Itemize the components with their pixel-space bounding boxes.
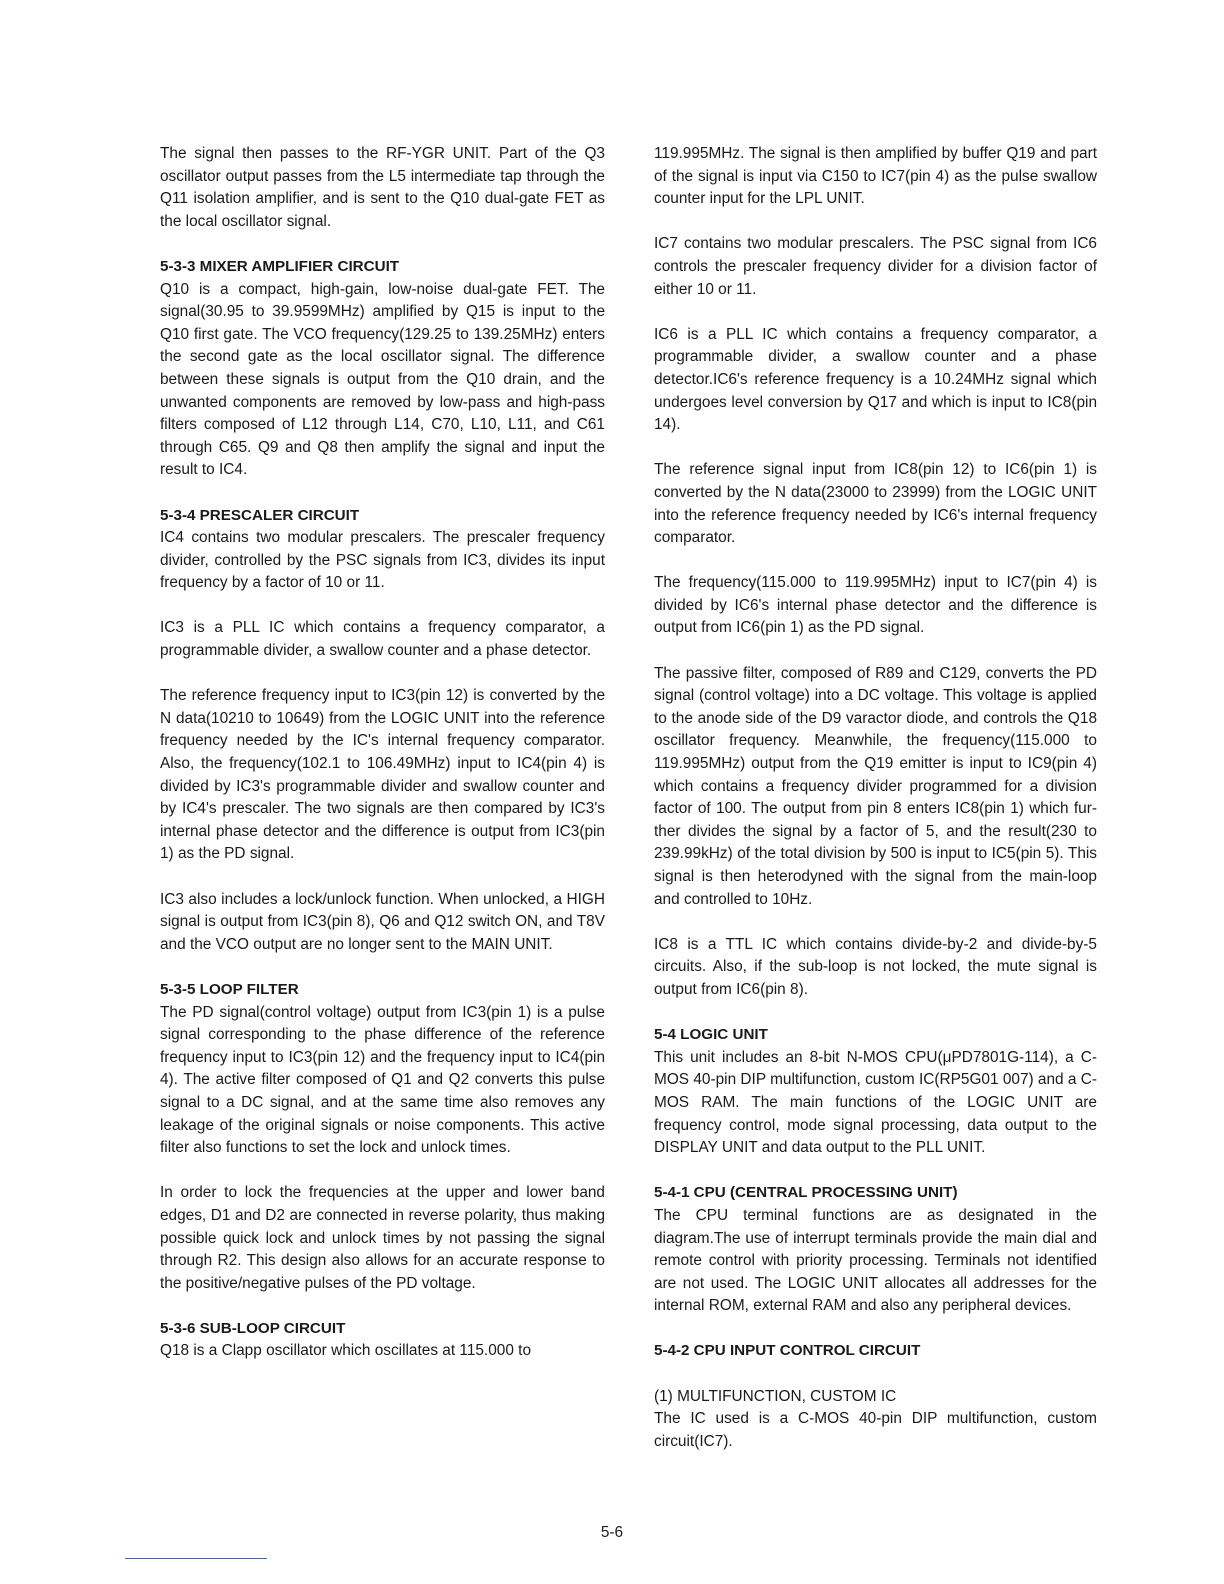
- heading-sub-loop: 5-3-6 SUB-LOOP CIRCUIT: [160, 1319, 346, 1337]
- paragraph-sub-loop-continued: 119.995MHz. The signal is then amplified by buffer Q19 and part of the signal is input via C150 to IC7(pin 4) as the pulse swallow counter input for the LPL UNIT.: [654, 145, 1097, 208]
- heading-cpu-input-control: 5-4-2 CPU INPUT CONTROL CIRCUIT: [654, 1342, 921, 1360]
- paragraph-prescaler-4: IC3 also includes a lock/unlock function. When unlocked, a HIGH signal is output from IC3(pin 8), Q6 and Q12 switch ON, and T8V and the VCO output are no longer sent to the MAIN UNIT.: [160, 890, 605, 953]
- paragraph-mixer-amplifier: Q10 is a compact, high-gain, low-noise dual-gate FET. The signal(30.95 to 39.9599MHz) amplified by Q15 is input to the Q10 first gate. The VCO frequency(129.25 to 139.25MHz) enters the second gate as the local oscillator signal. The difference between these signals is output from the Q10 drain, and the unwanted components are removed by low-pass and high-pass filters composed of L12 through L14, C70, L10, L11, and C61 through C65. Q9 and Q8 then amplify the signal and input the result to IC4.: [160, 280, 605, 479]
- paragraph-ic8: IC8 is a TTL IC which contains divide-by-2 and divide-by-5 circuits. Also, if the sub-loop is not locked, the mute signal is output from IC6(pin 8).: [654, 935, 1097, 998]
- paragraph-passive-filter: The passive filter, composed of R89 and C129, converts the PD signal (control voltage) into a DC voltage. This voltage is applied to the anode side of the D9 varactor diode, and controls the Q18 oscillator frequency. Meanwhile, the frequency(115.000 to 119.995MHz) output from the Q19 emitter is input to IC9(pin 4) which contains a frequency divider programmed for a division factor of 100. The output from pin 8 enters IC8(pin 1) which further divides the signal by a factor of 5, and the result(230 to 239.99kHz) of the total division by 500 is input to IC5(pin 5). This signal is then heterodyned with the signal from the main-loop and controlled to 10Hz.: [654, 664, 1097, 908]
- heading-loop-filter: 5-3-5 LOOP FILTER: [160, 980, 299, 998]
- left-column: [160, 143, 605, 1363]
- paragraph-prescaler-1: IC4 contains two modular prescalers. The prescaler frequency divider, controlled by the PSC signals from IC3, divides its input frequency by a factor of 10 or 11.: [160, 529, 605, 592]
- paragraph-loop-filter-2: In order to lock the frequencies at the upper and lower band edges, D1 and D2 are connected in reverse polarity, thus making possible quick lock and unlock times by not passing the signal through R2. This design also allows for an accurate response to the positive/negative pulses of the PD voltage.: [160, 1184, 605, 1292]
- paragraph-reference-signal: The reference signal input from IC8(pin 12) to IC6(pin 1) is converted by the N data(23000 to 23999) from the LOGIC UNIT into the reference frequency needed by IC6's internal frequency comparator.: [654, 461, 1097, 547]
- paragraph-frequency-input: The frequency(115.000 to 119.995MHz) input to IC7(pin 4) is divided by IC6's internal phase detector and the difference is output from IC6(pin 1) as the PD signal.: [654, 574, 1097, 637]
- footer-rule: [125, 1558, 267, 1559]
- paragraph-intro: The signal then passes to the RF-YGR UNIT. Part of the Q3 oscillator output passes from the L5 intermediate tap through the Q11 isolation amplifier, and is sent to the Q10 dual-gate FET as the local oscillator signal.: [160, 145, 605, 230]
- paragraph-prescaler-2: IC3 is a PLL IC which contains a frequency comparator, a programmable divider, a swallow counter and a phase detector.: [160, 619, 605, 660]
- page-number: 5-6: [600, 1524, 624, 1541]
- paragraph-prescaler-3: The reference frequency input to IC3(pin 12) is converted by the N data(10210 to 10649) from the LOGIC UNIT into the reference frequency needed by the IC's internal frequency comparator. Also, the frequency(102.1 to 106.49MHz) input to IC4(pin 4) is divided by IC3's programmable divider and swallow counter and by IC4's prescaler. The two signals are then compared by IC3's internal phase detector and the difference is output from IC3(pin 1) as the PD signal.: [160, 687, 605, 863]
- right-column: [654, 143, 1097, 1453]
- heading-logic-unit: 5-4 LOGIC UNIT: [654, 1026, 768, 1044]
- heading-cpu: 5-4-1 CPU (CENTRAL PROCESSING UNIT): [654, 1184, 958, 1202]
- subheading-multifunction-ic: (1) MULTIFUNCTION, CUSTOM IC: [654, 1387, 897, 1405]
- paragraph-cpu: The CPU terminal functions are as designated in the diagram.The use of interrupt terminals provide the main dial and remote control with priority processing. Terminals not identified are not used. The LOGIC UNIT allocates all addresses for the internal ROM, external RAM and also any peripheral devices.: [654, 1206, 1097, 1315]
- paragraph-logic-unit: This unit includes an 8-bit N-MOS CPU(μPD7801G-114), a C-MOS 40-pin DIP multifunction, custom IC(RP5G01 007) and a C-MOS RAM. The main functions of the LOGIC UNIT are frequency control, mode signal processing, data output to the DISPLAY UNIT and data output to the PLL UNIT.: [654, 1048, 1097, 1157]
- paragraph-ic7: IC7 contains two modular prescalers. The PSC signal from IC6 controls the prescaler frequency divider for a division factor of either 10 or 11.: [654, 235, 1097, 298]
- paragraph-sub-loop: Q18 is a Clapp oscillator which oscillates at 115.000 to: [160, 1342, 531, 1360]
- paragraph-loop-filter-1: The PD signal(control voltage) output from IC3(pin 1) is a pulse signal corresponding to the phase difference of the reference frequency input to IC3(pin 12) and the frequency input to IC4(pin 4). The active filter composed of Q1 and Q2 converts this pulse signal to a DC signal, and at the same time also removes any leakage of the original signals or noise components. This active filter also functions to set the lock and unlock times.: [160, 1003, 605, 1157]
- heading-mixer-amplifier: 5-3-3 MIXER AMPLIFIER CIRCUIT: [160, 257, 400, 275]
- heading-prescaler: 5-3-4 PRESCALER CIRCUIT: [160, 506, 360, 524]
- paragraph-multifunction-ic: The IC used is a C-MOS 40-pin DIP multifunction, custom circuit(IC7).: [654, 1410, 1097, 1450]
- paragraph-ic6: IC6 is a PLL IC which contains a frequency comparator, a programmable divider, a swallow counter and a phase detector.IC6's reference frequency is a 10.24MHz signal which undergoes level conversion by Q17 and which is input to IC8(pin 14).: [654, 325, 1097, 434]
